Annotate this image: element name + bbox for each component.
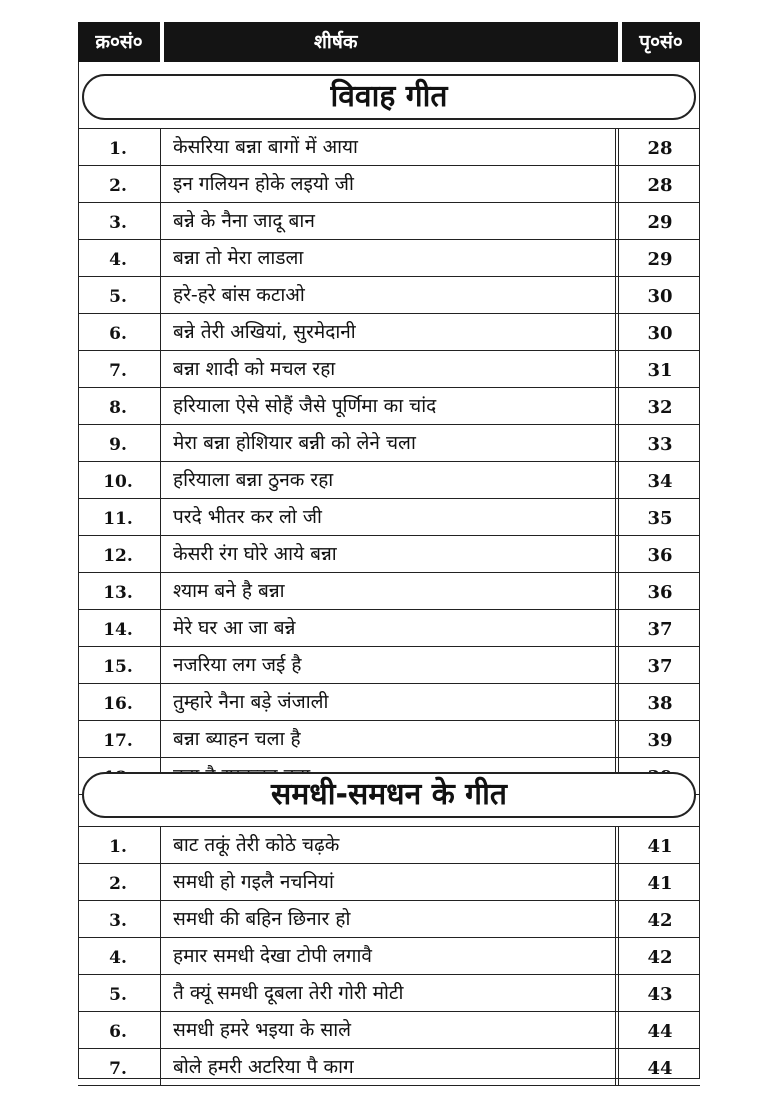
row-page-number: 30	[618, 314, 701, 350]
row-title: बन्ना ब्याहन चला है	[160, 721, 616, 757]
row-page-number: 32	[618, 388, 701, 424]
row-title: समधी हमरे भइया के साले	[160, 1012, 616, 1048]
row-page-number: 33	[618, 425, 701, 461]
row-number: 8.	[109, 398, 127, 418]
table-row	[78, 647, 700, 684]
table-row	[78, 314, 700, 351]
row-number: 14.	[103, 620, 133, 640]
table-row	[78, 938, 700, 975]
row-title: नजरिया लग जई है	[160, 647, 616, 683]
row-number: 17.	[103, 731, 133, 751]
header-serial-number: क्र०सं०	[95, 31, 143, 53]
row-title: श्याम बने है बन्ना	[160, 573, 616, 609]
row-title: तै क्यूं समधी दूबला तेरी गोरी मोटी	[160, 975, 616, 1011]
section-rows-vivah-geet	[78, 128, 700, 795]
table-row	[78, 573, 700, 610]
row-page-number: 38	[618, 684, 701, 720]
table-row	[78, 203, 700, 240]
row-page-number: 36	[618, 536, 701, 572]
table-header	[78, 22, 700, 62]
table-row	[78, 975, 700, 1012]
row-number: 3.	[109, 911, 127, 931]
row-title: हरे-हरे बांस कटाओ	[160, 277, 616, 313]
row-page-number: 42	[618, 901, 701, 937]
row-number: 15.	[103, 657, 133, 677]
table-row	[78, 388, 700, 425]
row-page-number: 41	[618, 864, 701, 900]
table-row	[78, 901, 700, 938]
section-heading-samdhi-samdhan: समधी-समधन के गीत	[82, 772, 696, 818]
table-row	[78, 721, 700, 758]
row-page-number: 44	[618, 1012, 701, 1048]
row-title: हरियाला ऐसे सोहैं जैसे पूर्णिमा का चांद	[160, 388, 616, 424]
row-title: केसरिया बन्ना बागों में आया	[160, 129, 616, 165]
table-row	[78, 536, 700, 573]
row-title: बोले हमरी अटरिया पै काग	[160, 1049, 616, 1085]
row-number: 3.	[109, 213, 127, 233]
row-number: 2.	[109, 874, 127, 894]
row-page-number: 28	[618, 166, 701, 202]
row-page-number: 37	[618, 647, 701, 683]
row-number: 5.	[109, 985, 127, 1005]
row-number: 6.	[109, 1022, 127, 1042]
row-number: 13.	[103, 583, 133, 603]
row-number: 12.	[103, 546, 133, 566]
header-title: शीर्षक	[314, 31, 358, 53]
table-row	[78, 277, 700, 314]
row-title: हरियाला बन्ना ठुनक रहा	[160, 462, 616, 498]
row-title: केसरी रंग घोरे आये बन्ना	[160, 536, 616, 572]
table-row	[78, 684, 700, 721]
row-title: समधी हो गइलै नचनियां	[160, 864, 616, 900]
section-rows-samdhi-samdhan	[78, 826, 700, 1086]
row-title: बन्ना तो मेरा लाडला	[160, 240, 616, 276]
row-title: तुम्हारे नैना बड़े जंजाली	[160, 684, 616, 720]
row-page-number: 41	[618, 827, 701, 863]
table-row	[78, 240, 700, 277]
row-title: बाट तकूं तेरी कोठे चढ़के	[160, 827, 616, 863]
table-row	[78, 864, 700, 901]
row-number: 6.	[109, 324, 127, 344]
row-number: 9.	[109, 435, 127, 455]
table-row	[78, 462, 700, 499]
table-row	[78, 425, 700, 462]
row-page-number: 42	[618, 938, 701, 974]
row-page-number: 28	[618, 129, 701, 165]
row-number: 1.	[109, 139, 127, 159]
row-title: परदे भीतर कर लो जी	[160, 499, 616, 535]
row-page-number: 35	[618, 499, 701, 535]
table-row	[78, 128, 700, 166]
row-title: मेरा बन्ना होशियार बन्नी को लेने चला	[160, 425, 616, 461]
row-number: 4.	[109, 948, 127, 968]
table-row	[78, 351, 700, 388]
table-row	[78, 1012, 700, 1049]
row-title: बन्ने तेरी अखियां, सुरमेदानी	[160, 314, 616, 350]
contents-page	[78, 22, 700, 1080]
section-heading-vivah-geet: विवाह गीत	[82, 74, 696, 120]
row-page-number: 31	[618, 351, 701, 387]
row-page-number: 30	[618, 277, 701, 313]
row-title: बन्ने के नैना जादू बान	[160, 203, 616, 239]
row-page-number: 43	[618, 975, 701, 1011]
table-row	[78, 1049, 700, 1086]
row-number: 7.	[109, 361, 127, 381]
row-page-number: 29	[618, 203, 701, 239]
row-page-number: 36	[618, 573, 701, 609]
row-number: 16.	[103, 694, 133, 714]
row-page-number: 44	[618, 1049, 701, 1085]
row-page-number: 39	[618, 721, 701, 757]
row-number: 1.	[109, 837, 127, 857]
row-page-number: 37	[618, 610, 701, 646]
row-number: 4.	[109, 250, 127, 270]
row-title: बन्ना शादी को मचल रहा	[160, 351, 616, 387]
row-page-number: 29	[618, 240, 701, 276]
row-title: इन गलियन होके लइयो जी	[160, 166, 616, 202]
row-number: 2.	[109, 176, 127, 196]
header-title-cell	[164, 22, 618, 62]
row-number: 7.	[109, 1059, 127, 1079]
row-number: 11.	[103, 509, 133, 529]
row-number: 10.	[103, 472, 133, 492]
table-row	[78, 826, 700, 864]
table-row	[78, 610, 700, 647]
row-title: समधी की बहिन छिनार हो	[160, 901, 616, 937]
row-number: 5.	[109, 287, 127, 307]
table-row	[78, 166, 700, 203]
row-page-number: 34	[618, 462, 701, 498]
header-page-number: पृ०सं०	[639, 31, 683, 53]
row-title: हमार समधी देखा टोपी लगावै	[160, 938, 616, 974]
row-title: मेरे घर आ जा बन्ने	[160, 610, 616, 646]
table-row	[78, 499, 700, 536]
